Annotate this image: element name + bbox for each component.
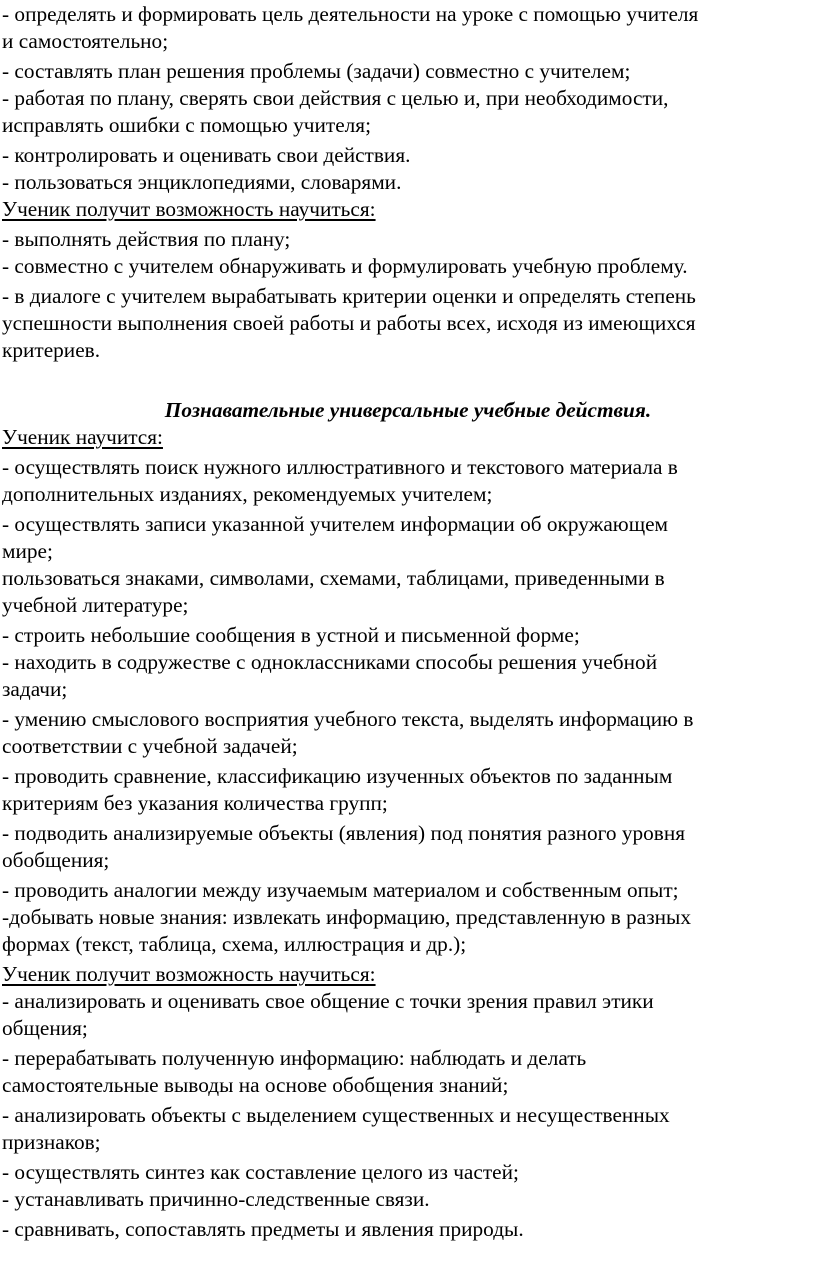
text-line: - умению смыслового восприятия учебного текста, выделять информацию в (2, 707, 694, 731)
text-line: признаков; (2, 1130, 101, 1154)
text-line: - выполнять действия по плану; (2, 227, 291, 251)
text-line: - пользоваться энциклопедиями, словарями. (2, 170, 402, 194)
text-line: и самостоятельно; (2, 29, 169, 53)
text-line: - анализировать и оценивать свое общение с точки зрения правил этики (2, 989, 654, 1013)
text-line: дополнительных изданиях, рекомендуемых учителем; (2, 482, 493, 506)
text-line: самостоятельные выводы на основе обобщения знаний; (2, 1073, 509, 1097)
text-line: - осуществлять поиск нужного иллюстративного и текстового материала в (2, 455, 678, 479)
text-line: соответствии с учебной задачей; (2, 734, 298, 758)
text-line: учебной литературе; (2, 593, 189, 617)
text-line: критериев. (2, 338, 101, 362)
text-line: - работая по плану, сверять свои действия с целью и, при необходимости, (2, 86, 669, 110)
text-line: - подводить анализируемые объекты (явления) под понятия разного уровня (2, 821, 686, 845)
section-subheading: Ученик получит возможность научиться: (2, 197, 376, 221)
text-line: пользоваться знаками, символами, схемами, таблицами, приведенными в (2, 566, 665, 590)
text-line: - осуществлять записи указанной учителем информации об окружающем (2, 512, 669, 536)
text-line: исправлять ошибки с помощью учителя; (2, 113, 371, 137)
text-line: - проводить аналогии между изучаемым материалом и собственным опыт; (2, 878, 679, 902)
text-line: - составлять план решения проблемы (задачи) совместно с учителем; (2, 59, 631, 83)
text-line: - определять и формировать цель деятельности на уроке с помощью учителя (2, 2, 699, 26)
section-subheading: Ученик научится: (2, 425, 163, 449)
text-line: успешности выполнения своей работы и работы всех, исходя из имеющихся (2, 311, 696, 335)
text-line: - совместно с учителем обнаруживать и формулировать учебную проблему. (2, 254, 688, 278)
text-line: задачи; (2, 677, 68, 701)
text-line: -добывать новые знания: извлекать информацию, представленную в разных (2, 905, 691, 929)
text-line: - в диалоге с учителем вырабатывать критерии оценки и определять степень (2, 284, 696, 308)
text-line: - проводить сравнение, классификацию изученных объектов по заданным (2, 764, 673, 788)
text-line: - перерабатывать полученную информацию: наблюдать и делать (2, 1046, 587, 1070)
section-subheading: Ученик получит возможность научиться: (2, 962, 376, 986)
text-line: - контролировать и оценивать свои действия. (2, 143, 411, 167)
text-line: - осуществлять синтез как составление целого из частей; (2, 1160, 519, 1184)
text-line: - сравнивать, сопоставлять предметы и явления природы. (2, 1217, 524, 1241)
text-line: общения; (2, 1016, 88, 1040)
text-line: - устанавливать причинно-следственные связи. (2, 1187, 430, 1211)
text-line: критериям без указания количества групп; (2, 791, 388, 815)
text-line: мире; (2, 539, 53, 563)
text-line: - строить небольшие сообщения в устной и письменной форме; (2, 623, 580, 647)
text-line: - находить в содружестве с одноклассниками способы решения учебной (2, 650, 658, 674)
section-heading: Познавательные универсальные учебные действия. (164, 398, 652, 422)
text-line: обобщения; (2, 848, 110, 872)
text-line: - анализировать объекты с выделением существенных и несущественных (2, 1103, 670, 1127)
text-line: формах (текст, таблица, схема, иллюстрация и др.); (2, 932, 467, 956)
